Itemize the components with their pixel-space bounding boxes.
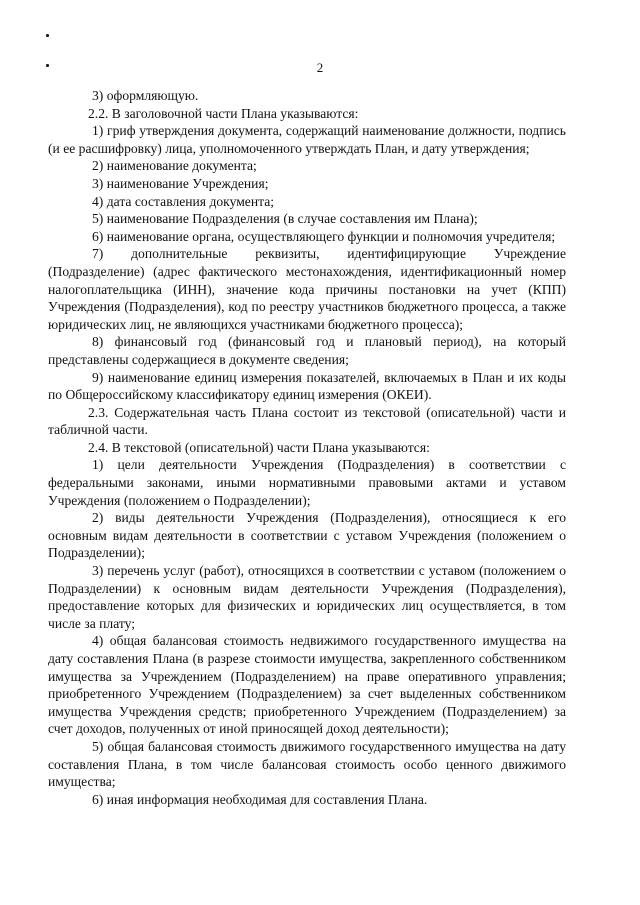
header-item-7: 7) дополнительные реквизиты, идентифицирующие Учреждение (Подразделение) (адрес фактического местонахождения, идентификационный номер налогоплательщика (ИНН), значение кода причины постановки на учет (КПП) Учреждения (Подразделения), код по реестру участников бюджетного процесса, а также юридических лиц, не являющихся участниками бюджетного процесса); xyxy=(48,246,566,332)
header-item-5: 5) наименование Подразделения (в случае составления им Плана); xyxy=(92,211,478,227)
text-item-2: 2) виды деятельности Учреждения (Подразделения), относящиеся к его основным видам деятельности в соответствии с уставом Учреждения (положением о Подразделении); xyxy=(48,510,566,561)
header-item-9: 9) наименование единиц измерения показателей, включаемых в План и их коды по Общероссийскому классификатору единиц измерения (ОКЕИ). xyxy=(48,369,566,403)
header-item-3: 3) наименование Учреждения; xyxy=(92,175,269,191)
text-item-4: 4) общая балансовая стоимость недвижимого государственного имущества на дату составления Плана (в разрезе стоимости имущества, закрепленного собственником имущества за Учреждением (Подразделением) на праве оперативного управления; приобретенного Учреждением (Подразделением) за счет выделенных собственником имущества Учреждения средств; приобретенного Учреждением (Подразделением) за счет доходов, полученных от иной приносящей доход деятельности); xyxy=(48,633,566,737)
header-item-2: 2) наименование документа; xyxy=(92,158,257,174)
document-body xyxy=(48,87,566,808)
header-item-6: 6) наименование органа, осуществляющего функции и полномочия учредителя; xyxy=(92,228,556,244)
header-item-1: 1) гриф утверждения документа, содержащий наименование должности, подпись (и ее расшифровку) лица, уполномоченного утверждать План, и дату утверждения; xyxy=(48,123,566,156)
section-2-3: 2.3. Содержательная часть Плана состоит из текстовой (описательной) части и табличной части. xyxy=(48,404,566,438)
text-item-5: 5) общая балансовая стоимость движимого государственного имущества на дату составления Плана, в том числе балансовая стоимость особо ценного движимого имущества; xyxy=(48,738,566,790)
section-2-2-heading: 2.2. В заголовочной части Плана указываются: xyxy=(88,105,359,121)
section-2-4-heading: 2.4. В текстовой (описательной) части Плана указываются: xyxy=(88,439,430,455)
header-item-4: 4) дата составления документа; xyxy=(92,193,275,209)
page-number: 2 xyxy=(316,60,324,75)
list-item-3: 3) оформляющую. xyxy=(92,88,199,103)
header-item-8: 8) финансовый год (финансовый год и плановый период), на который представлены содержащиеся в документе сведения; xyxy=(48,334,566,367)
scan-speck xyxy=(46,34,49,37)
text-item-6: 6) иная информация необходимая для составления Плана. xyxy=(92,791,428,807)
text-item-1: 1) цели деятельности Учреждения (Подразделения) в соответствии с федеральными законами, иными нормативными правовыми актами и уставом Учреждения (положением о Подразделении); xyxy=(48,457,566,508)
text-item-3: 3) перечень услуг (работ), относящихся в соответствии с уставом (положением о Подразделении) к основным видам деятельности Учреждения (Подразделения), предоставление которых для физических и юридических лиц осуществляется, в том числе за плату; xyxy=(48,563,566,631)
